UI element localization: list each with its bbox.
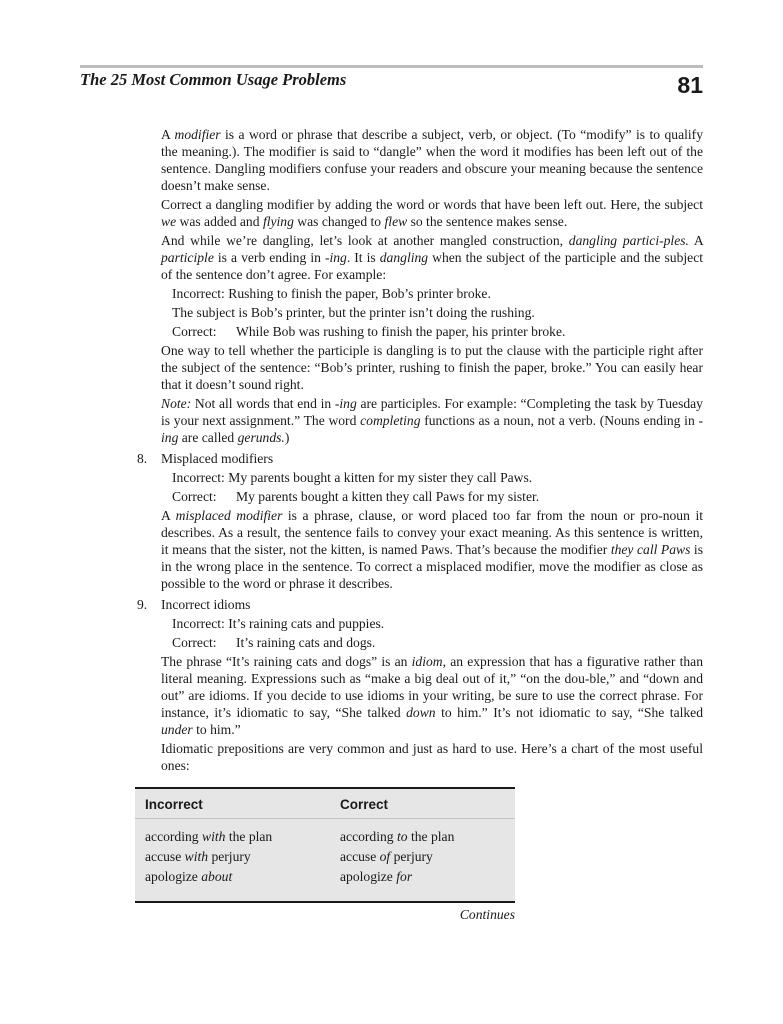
example-incorrect: Incorrect: My parents bought a kitten for my sister they call Paws.	[172, 470, 533, 485]
list-item-incorrect-idioms	[137, 596, 703, 613]
cell-incorrect: accuse with perjury	[145, 849, 251, 864]
example-correct: Correct: While Bob was rushing to finish the paper, his printer broke.	[172, 324, 566, 339]
header-rule	[80, 65, 703, 68]
table-header-row	[135, 788, 515, 819]
example-incorrect: Incorrect: It’s raining cats and puppies.	[172, 616, 385, 631]
page-number: 81	[677, 72, 703, 98]
paragraph-correct-dangling: Correct a dangling modifier by adding the word or words that have been left out. Here, the subject we was added and flying was changed to flew so the sentence makes sense.	[161, 197, 703, 229]
table-row	[135, 847, 515, 867]
table-row	[135, 867, 515, 902]
list-number: 8.	[137, 451, 148, 466]
example-incorrect: Incorrect: Rushing to finish the paper, Bob’s printer broke.	[172, 286, 491, 301]
example-note: The subject is Bob’s printer, but the printer isn’t doing the rushing.	[172, 305, 535, 320]
cell-correct: according to the plan	[340, 829, 455, 844]
continues-label: Continues	[459, 907, 515, 922]
column-header-incorrect: Incorrect	[135, 788, 330, 819]
list-item-title: Misplaced modifiers	[161, 451, 274, 466]
cell-correct: accuse of perjury	[340, 849, 433, 864]
table-row	[135, 819, 515, 848]
paragraph-modifier-definition: A modifier is a word or phrase that describe a subject, verb, or object. (To “modify” is to qualify the meaning.). The modifier is said to “dangle” when the word it modifies has been left out of the sentence. Dangling modifiers confuse your readers and obscure your meaning because the sentence doesn’t make sense.	[161, 127, 703, 193]
paragraph-note-gerunds: Note: Not all words that end in -ing are participles. For example: “Completing the task by Tuesday is your next assignment.” The word completing functions as a noun, not a verb. (Nouns ending in -ing are called gerunds.)	[161, 396, 703, 445]
paragraph-misplaced-modifier: A misplaced modifier is a phrase, clause, or word placed too far from the noun or pro-noun it describes. As a result, the sentence fails to convey your exact meaning. As this sentence is written, it means that the sister, not the kitten, is named Paws. That’s because the modifier they call Paws is in the wrong place in the sentence. To correct a misplaced modifier, move the modifier as close as possible to the word or phrase it describes.	[161, 508, 704, 591]
prepositions-table	[135, 787, 515, 903]
example-correct: Correct: It’s raining cats and dogs.	[172, 635, 376, 650]
paragraph-idioms: The phrase “It’s raining cats and dogs” is an idiom, an expression that has a figurative rather than literal meaning. Expressions such as “make a big deal out of it,” “on the dou-ble,” and “down and out” are idioms. If you decide to use idioms in your writing, be sure to use the correct phrase. For instance, it’s idiomatic to say, “She talked down to him.” It’s not idiomatic to say, “She talked under to him.”	[161, 654, 704, 737]
paragraph-test-participle: One way to tell whether the participle is dangling is to put the clause with the participle right after the subject of the sentence: “Bob’s printer, rushing to finish the paper, broke.” You can easily hear that it doesn’t sound right.	[161, 343, 703, 392]
list-number: 9.	[137, 597, 148, 612]
cell-incorrect: apologize about	[145, 869, 233, 884]
column-header-correct: Correct	[330, 788, 515, 819]
paragraph-dangling-participles: And while we’re dangling, let’s look at another mangled construction, dangling partici-ples. A participle is a verb ending in -ing. It is dangling when the subject of the participle and the subject of the sentence don’t agree. For example:	[161, 233, 704, 282]
example-correct: Correct: My parents bought a kitten they call Paws for my sister.	[172, 489, 540, 504]
running-head: The 25 Most Common Usage Problems	[80, 70, 347, 89]
prepositions-table-container	[135, 787, 515, 923]
list-item-title: Incorrect idioms	[161, 597, 251, 612]
cell-incorrect: according with the plan	[145, 829, 273, 844]
body-text	[137, 126, 704, 776]
paragraph-prepositions: Idiomatic prepositions are very common and just as hard to use. Here’s a chart of the most useful ones:	[161, 741, 703, 773]
list-item-misplaced-modifiers	[137, 450, 703, 467]
cell-correct: apologize for	[340, 869, 413, 884]
